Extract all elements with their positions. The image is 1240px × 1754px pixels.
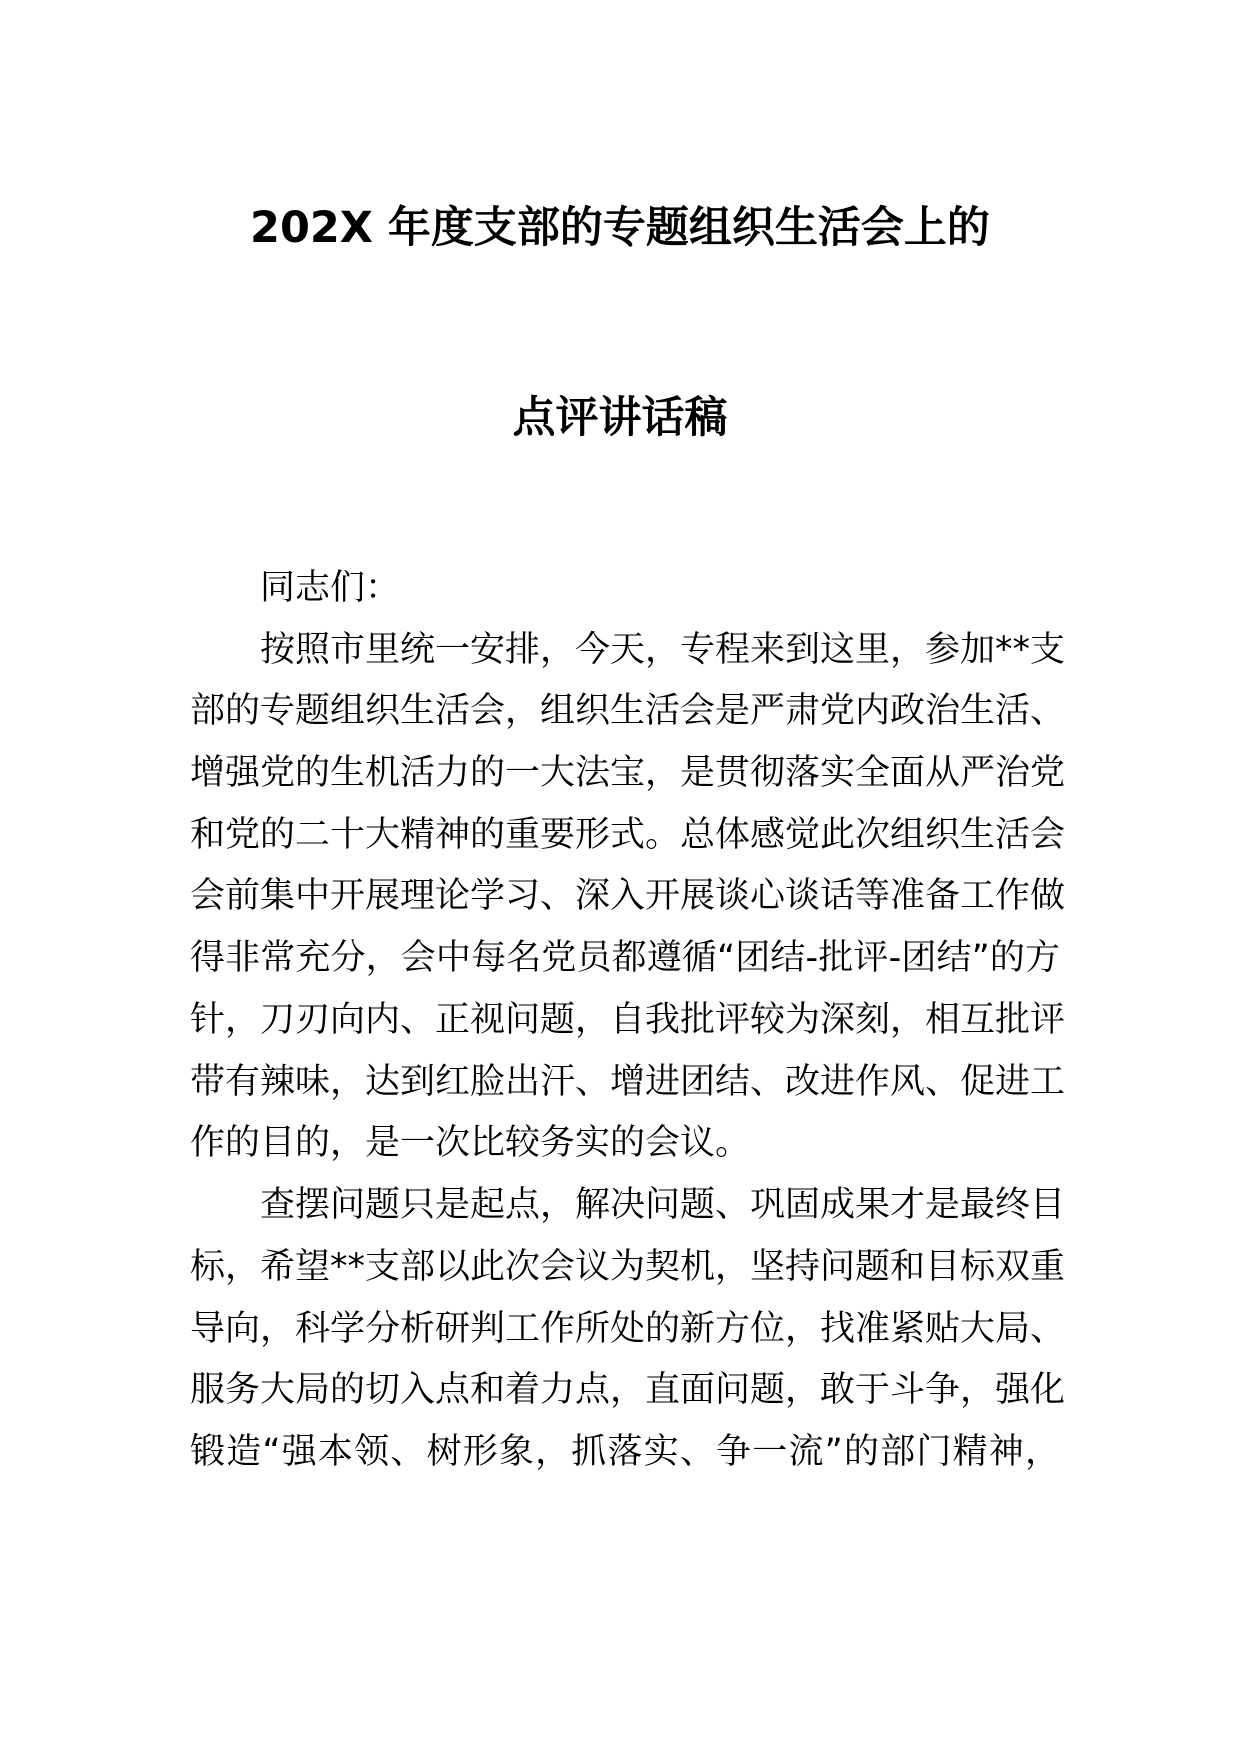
paragraph-1-line-1: 按照市里统一安排，今天，专程来到这里，参加**支 <box>260 630 1066 670</box>
paragraph-1-line-6: 得非常充分，会中每名党员都遵循“团结-批评-团结”的方 <box>190 938 1060 978</box>
paragraph-2-line-4: 服务大局的切入点和着力点，直面问题，敢于斗争，强化 <box>190 1370 1066 1410</box>
paragraph-1-line-9: 作的目的，是一次比较务实的会议。 <box>190 1123 751 1163</box>
document-title-line-2: 点评讲话稿 <box>512 393 728 443</box>
document-title-line-1: 202X 年度支部的专题组织生活会上的 <box>250 203 990 253</box>
salutation: 同志们： <box>260 568 401 608</box>
paragraph-2-line-2: 标，希望**支部以此次会议为契机，坚持问题和目标双重 <box>190 1247 1066 1287</box>
paragraph-2-line-1: 查摆问题只是起点，解决问题、巩固成果才是最终目 <box>260 1185 1066 1225</box>
paragraph-2-line-3: 导向，科学分析研判工作所处的新方位，找准紧贴大局、 <box>190 1309 1066 1349</box>
paragraph-1-line-7: 针，刀刃向内、正视问题，自我批评较为深刻，相互批评 <box>190 1000 1066 1040</box>
paragraph-1-line-4: 和党的二十大精神的重要形式。总体感觉此次组织生活会 <box>190 815 1066 855</box>
paragraph-1-line-3: 增强党的生机活力的一大法宝，是贯彻落实全面从严治党 <box>190 753 1066 793</box>
paragraph-1-line-8: 带有辣味，达到红脸出汗、增进团结、改进作风、促进工 <box>190 1062 1066 1102</box>
paragraph-1-line-5: 会前集中开展理论学习、深入开展谈心谈话等准备工作做 <box>190 876 1066 916</box>
paragraph-1-line-2: 部的专题组织生活会，组织生活会是严肃党内政治生活、 <box>190 691 1066 731</box>
paragraph-2-line-5: 锻造“强本领、树形象，抓落实、争一流”的部门精神， <box>190 1432 1060 1472</box>
